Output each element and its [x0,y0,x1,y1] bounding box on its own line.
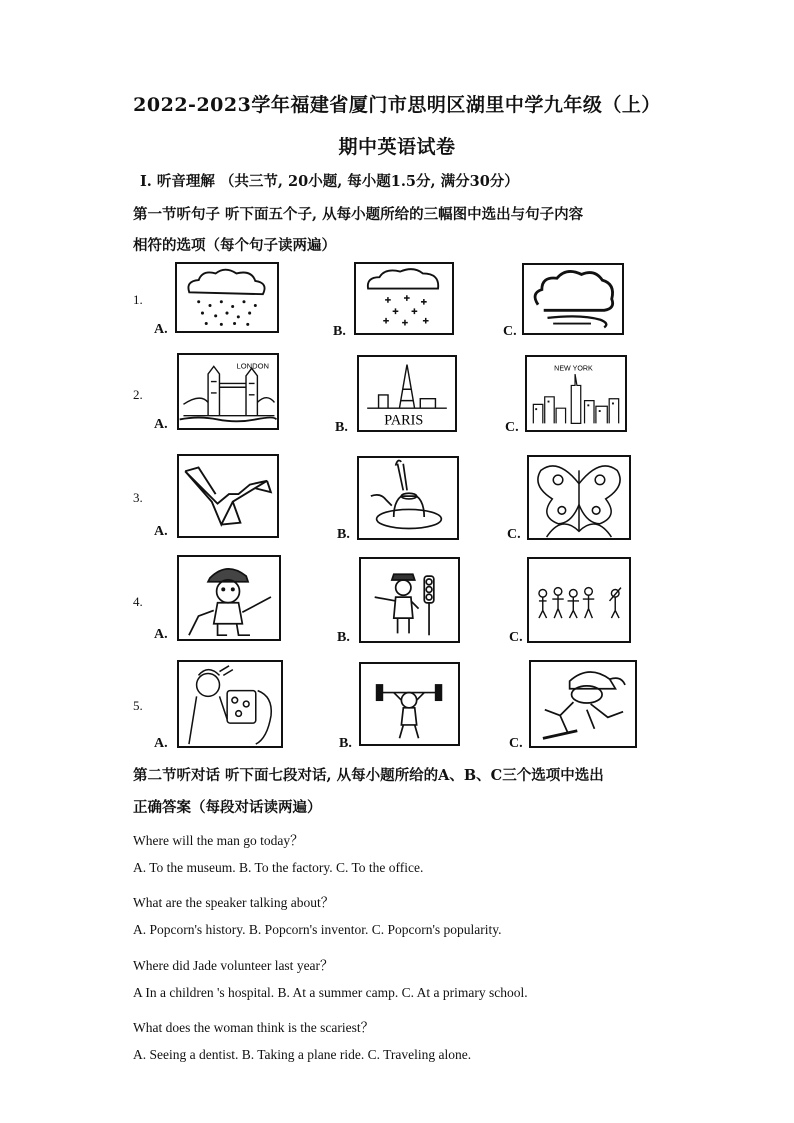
option-label-a: A. [154,322,168,337]
question-number: 5. [133,698,143,713]
new-york-skyline-icon[interactable] [525,355,627,432]
option-label-a: A. [154,736,168,751]
dialogue-options: A. Popcorn's history. B. Popcorn's inventor. C. Popcorn's popularity. [133,922,502,937]
exam-title-line1: 2022-2023学年福建省厦门市思明区湖里中学九年级（上） [133,94,661,116]
option-label-a: A. [154,627,168,642]
option-label-c: C. [507,527,521,542]
option-label-b: B. [333,324,346,339]
wind-cloud-icon[interactable] [522,263,624,335]
skateboarder-icon[interactable] [529,660,637,748]
section2-instruction-line2: 正确答案（每段对话读两遍） [133,799,322,816]
dialogue-question: Where did Jade volunteer last year？ [133,958,334,973]
paper-cut-butterfly-icon[interactable] [527,455,631,540]
city-caption: NEW YORK [554,364,593,373]
section2-instruction-line1: 第二节听对话 听下面七段对话, 从每小题所给的A、B、C三个选项中选出 [133,767,604,784]
option-label-b: B. [337,630,350,645]
option-label-c: C. [509,736,523,751]
question-number: 2. [133,387,143,402]
option-label-b: B. [339,736,352,751]
london-bridge-icon[interactable] [177,353,279,430]
option-label-c: C. [503,324,517,339]
option-label-c: C. [509,630,523,645]
rain-cloud-icon[interactable] [175,262,279,333]
dialogue-options: A In a children 's hospital. B. At a summer camp. C. At a primary school. [133,985,528,1000]
traffic-police-icon[interactable] [359,557,460,643]
part1-heading: Ⅰ. 听音理解 （共三节, 20小题, 每小题1.5分, 满分30分） [140,173,519,190]
question-number: 3. [133,490,143,505]
dialogue-options: A. Seeing a dentist. B. Taking a plane ride. C. Traveling alone. [133,1047,472,1062]
firefighter-icon[interactable] [177,555,281,641]
parade-people-icon[interactable] [527,557,631,643]
city-caption: PARIS [384,412,424,429]
exam-title-line2: 期中英语试卷 [338,136,456,158]
clay-pot-icon[interactable] [357,456,459,540]
option-label-b: B. [335,420,348,435]
city-caption: LONDON [236,361,269,371]
option-label-b: B. [337,527,350,542]
dialogue-question: What are the speaker talking about？ [133,895,335,910]
dialogue-options: A. To the museum. B. To the factory. C. To the office. [133,860,424,875]
question-number: 4. [133,594,143,609]
cooking-chef-icon[interactable] [177,660,283,748]
snow-cloud-icon[interactable] [354,262,454,335]
section1-instruction-line2: 相符的选项（每个句子读两遍） [133,237,336,254]
question-number: 1. [133,292,143,307]
section1-instruction-line1: 第一节听句子 听下面五个子, 从每小题所给的三幅图中选出与句子内容 [133,206,584,223]
dialogue-question: Where will the man go today？ [133,833,304,848]
weightlifter-icon[interactable] [359,662,460,746]
dialogue-question: What does the woman think is the scariest？ [133,1020,375,1035]
paris-tower-icon[interactable] [357,355,457,432]
paper-crane-icon[interactable] [177,454,279,538]
option-label-a: A. [154,524,168,539]
option-label-a: A. [154,417,168,432]
option-label-c: C. [505,420,519,435]
